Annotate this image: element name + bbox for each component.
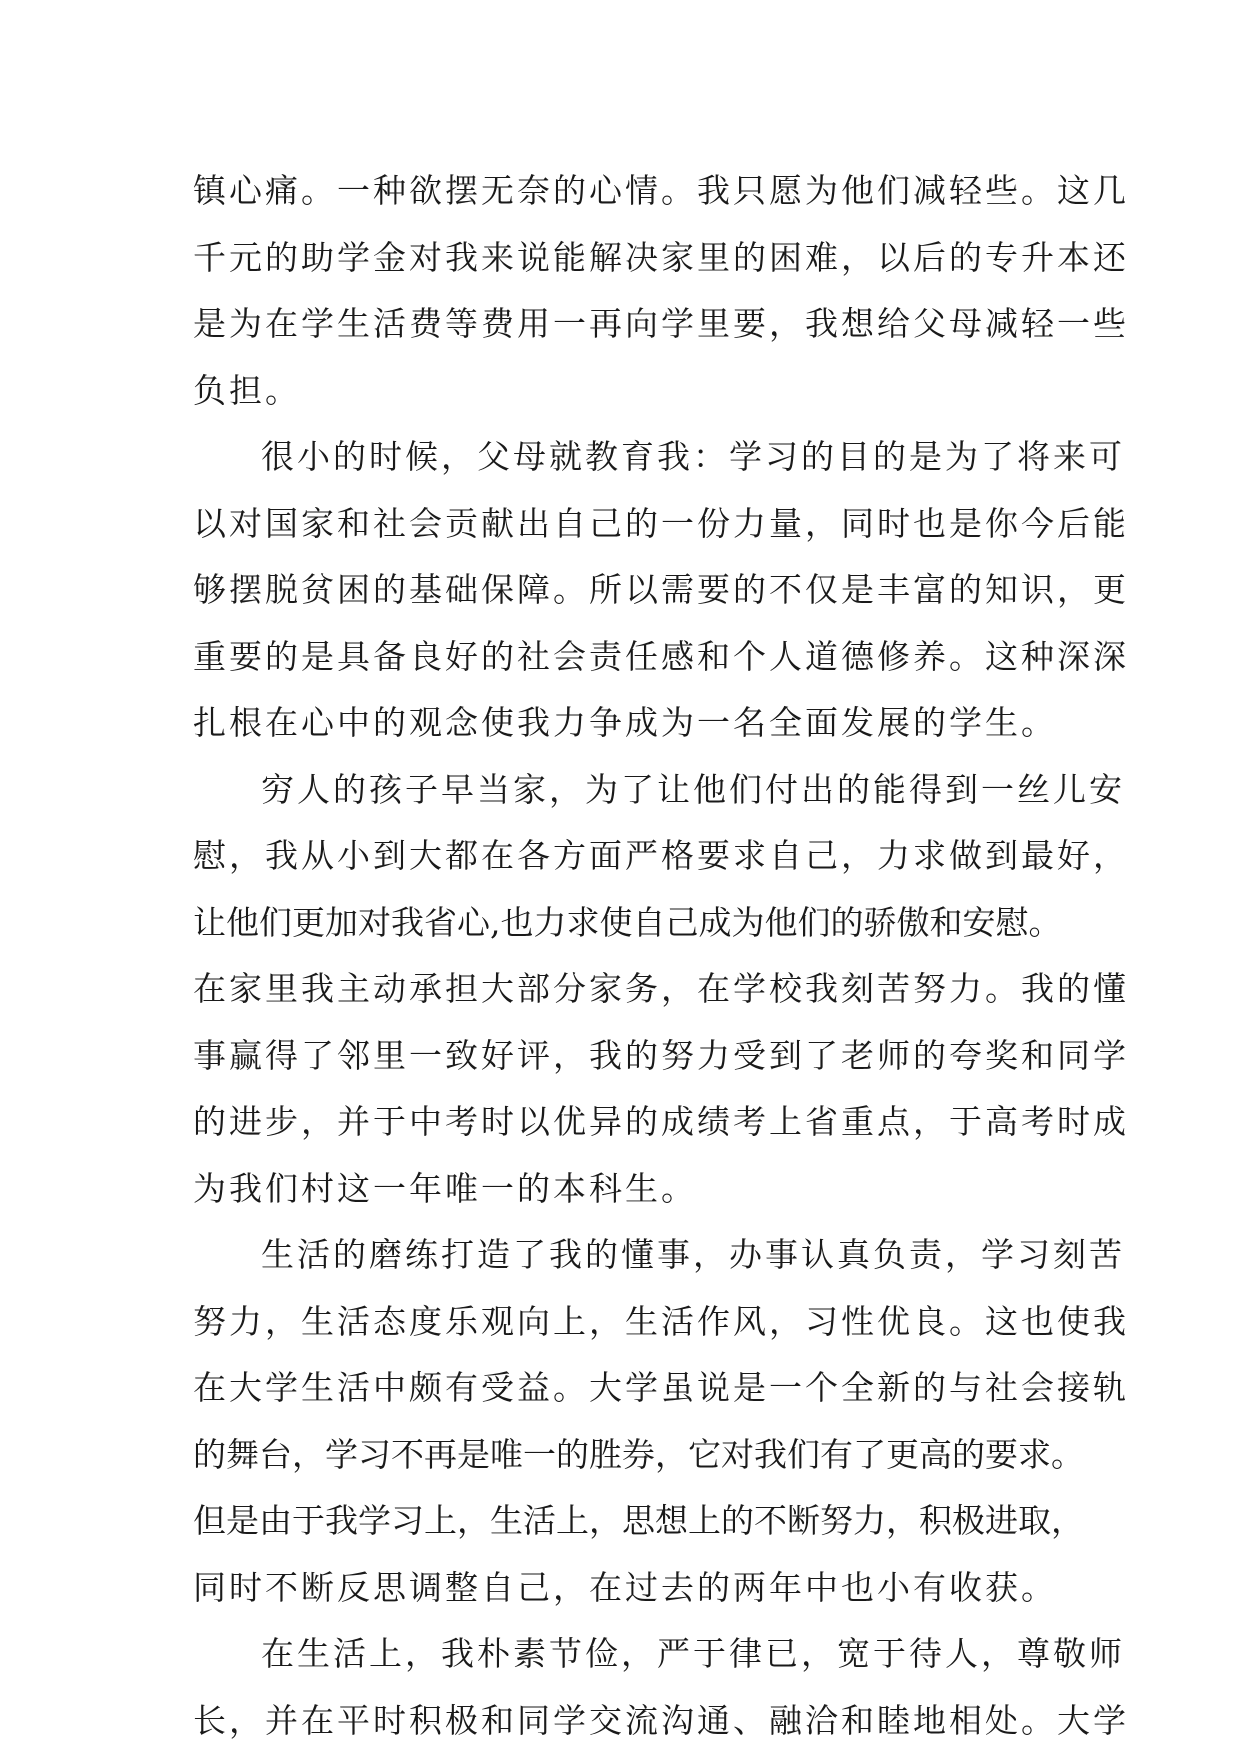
text-line: 负担。 <box>193 370 301 410</box>
text-line: 的进步，并于中考时以优异的成绩考上省重点，于高考时成 <box>193 1102 1129 1141</box>
text-line: 扎根在心中的观念使我力争成为一名全面发展的学生。 <box>193 703 1057 742</box>
text-line: 努力，生活态度乐观向上，生活作风，习性优良。这也使我 <box>193 1301 1129 1341</box>
text-line: 在大学生活中颇有受益。大学虽说是一个全新的与社会接轨 <box>193 1368 1129 1407</box>
text-line: 生活的磨练打造了我的懂事，办事认真负责，学习刻苦 <box>261 1235 1125 1274</box>
text-line: 的舞台，学习不再是唯一的胜券，它对我们有了更高的要求。 <box>193 1434 1084 1474</box>
text-line: 在家里我主动承担大部分家务，在学校我刻苦努力。我的懂 <box>193 969 1129 1008</box>
text-line: 够摆脱贫困的基础保障。所以需要的不仅是丰富的知识，更 <box>193 570 1129 609</box>
text-line: 穷人的孩子早当家，为了让他们付出的能得到一丝儿安 <box>261 769 1125 809</box>
text-line: 在生活上，我朴素节俭，严于律已，宽于待人，尊敬师 <box>261 1634 1125 1673</box>
text-line: 但是由于我学习上，生活上，思想上的不断努力，积极进取， <box>193 1501 1084 1540</box>
text-line: 以对国家和社会贡献出自己的一份力量，同时也是你今后能 <box>193 503 1129 543</box>
text-line: 为我们村这一年唯一的本科生。 <box>193 1168 697 1208</box>
text-line: 长，并在平时积极和同学交流沟通、融洽和睦地相处。大学 <box>193 1700 1129 1740</box>
text-line: 让他们更加对我省心,也力求使自己成为他们的骄傲和安慰。 <box>193 902 1062 942</box>
text-line: 千元的助学金对我来说能解决家里的困难，以后的专升本还 <box>193 237 1129 277</box>
text-line: 镇心痛。一种欲摆无奈的心情。我只愿为他们减轻些。这几 <box>193 171 1129 210</box>
document-body <box>193 158 1129 1754</box>
text-line: 是为在学生活费等费用一再向学里要，我想给父母减轻一些 <box>193 304 1129 343</box>
text-line: 同时不断反思调整自己，在过去的两年中也小有收获。 <box>193 1567 1057 1607</box>
text-line: 事赢得了邻里一致好评，我的努力受到了老师的夸奖和同学 <box>193 1035 1129 1075</box>
text-line: 慰，我从小到大都在各方面严格要求自己，力求做到最好， <box>193 836 1129 875</box>
text-line: 重要的是具备良好的社会责任感和个人道德修养。这种深深 <box>193 636 1129 676</box>
text-line: 很小的时候，父母就教育我：学习的目的是为了将来可 <box>261 437 1125 476</box>
